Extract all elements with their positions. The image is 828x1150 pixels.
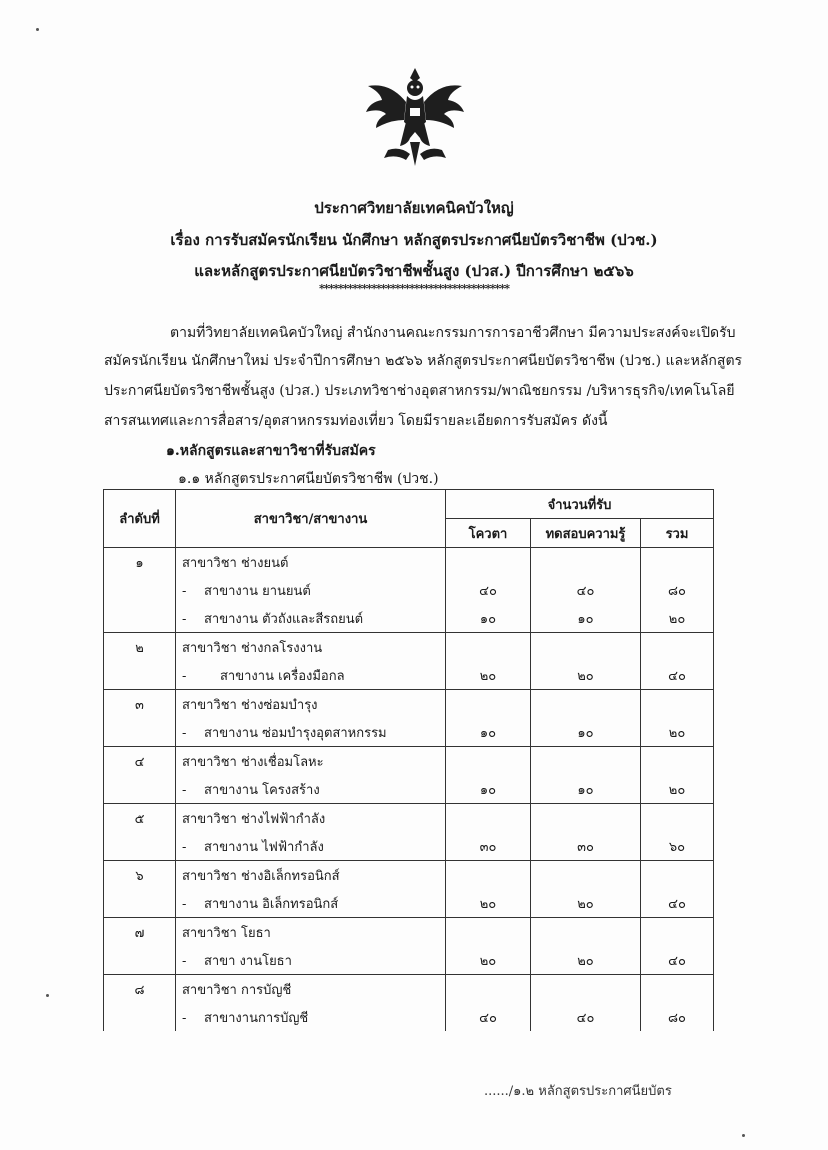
row-number: ๒ (104, 633, 176, 662)
sub-major-name: สาขางาน อิเล็กทรอนิกส์ (204, 896, 339, 912)
exam-value: ๔๐ (531, 576, 641, 604)
header-exam: ทดสอบความรู้ (531, 519, 641, 548)
body-paragraph-line-4: สารสนเทศและการสื่อสาร/อุตสาหกรรมท่องเที่ยว โดยมีรายละเอียดการรับสมัคร ดังนี้ (104, 413, 608, 429)
sub-major-name: สาขางาน โครงสร้าง (204, 782, 320, 798)
total-value: ๔๐ (641, 661, 714, 690)
quota-value: ๑๐ (446, 718, 531, 747)
major-name: สาขาวิชา ช่างอิเล็กทรอนิกส์ (176, 861, 446, 890)
exam-value: ๓๐ (531, 832, 641, 861)
body-paragraph-line-2: สมัครนักเรียน นักศึกษาใหม่ ประจำปีการศึกษา ๒๕๖๖ หลักสูตรประกาศนียบัตรวิชาชีพ (ปวช.) และหลักสูตร (104, 353, 743, 369)
bullet-dash: - (182, 611, 187, 627)
quota-value: ๑๐ (446, 775, 531, 804)
sub-major-name: สาขางาน ซ่อมบำรุงอุตสาหกรรม (204, 725, 387, 741)
exam-value: ๒๐ (531, 661, 641, 690)
bullet-dash: - (182, 896, 187, 912)
total-value: ๔๐ (641, 889, 714, 918)
table-row (104, 690, 714, 719)
sub-major-name: สาขางานการบัญชี (204, 1010, 309, 1026)
row-number: ๘ (104, 975, 176, 1004)
scan-speck (46, 994, 49, 997)
bullet-dash: - (182, 953, 187, 969)
bullet-dash: - (182, 583, 187, 599)
header-major: สาขาวิชา/สาขางาน (176, 490, 446, 548)
header-quota: โควตา (446, 519, 531, 548)
table-row (104, 946, 714, 975)
exam-value: ๑๐ (531, 775, 641, 804)
bullet-dash: - (182, 725, 187, 741)
table-row (104, 804, 714, 833)
table-row (104, 1003, 714, 1031)
body-paragraph-line-3: ประกาศนียบัตรวิชาชีพชั้นสูง (ปวส.) ประเภทวิชาช่างอุตสาหกรรม/พาณิชยกรรม /บริหารธุรกิจ/เทคโนโลยี (104, 383, 735, 399)
quota-value: ๑๐ (446, 604, 531, 633)
quota-value: ๔๐ (446, 576, 531, 604)
total-value: ๒๐ (641, 775, 714, 804)
bullet-dash: - (182, 839, 187, 855)
total-value: ๔๐ (641, 946, 714, 975)
row-number: ๖ (104, 861, 176, 890)
table-row (104, 747, 714, 776)
subsection-heading: ๑.๑ หลักสูตรประกาศนียบัตรวิชาชีพ (ปวช.) (178, 471, 439, 487)
major-name: สาขาวิชา โยธา (176, 918, 446, 947)
announcement-subject-cont: และหลักสูตรประกาศนียบัตรวิชาชีพชั้นสูง (ปวส.) ปีการศึกษา ๒๕๖๖ (194, 262, 634, 280)
major-name: สาขาวิชา ช่างยนต์ (176, 548, 446, 577)
table-row (104, 832, 714, 861)
sub-major-name: สาขางาน ไฟฟ้ากำลัง (204, 839, 324, 855)
total-value: ๘๐ (641, 1003, 714, 1031)
exam-value: ๔๐ (531, 1003, 641, 1031)
total-value: ๘๐ (641, 576, 714, 604)
table-row (104, 775, 714, 804)
exam-value: ๑๐ (531, 718, 641, 747)
table-row (104, 918, 714, 947)
table-row (104, 718, 714, 747)
row-number: ๗ (104, 918, 176, 947)
row-number: ๓ (104, 690, 176, 719)
quota-value: ๓๐ (446, 832, 531, 861)
table-row (104, 548, 714, 577)
exam-value: ๒๐ (531, 946, 641, 975)
quota-value: ๒๐ (446, 946, 531, 975)
scan-speck (742, 1134, 745, 1137)
bullet-dash: - (182, 782, 187, 798)
major-name: สาขาวิชา ช่างเชื่อมโลหะ (176, 747, 446, 776)
total-value: ๖๐ (641, 832, 714, 861)
separator-stars: **************************************** (318, 282, 510, 295)
total-value: ๒๐ (641, 718, 714, 747)
quota-value: ๔๐ (446, 1003, 531, 1031)
table-row (104, 661, 714, 690)
row-number: ๔ (104, 747, 176, 776)
exam-value: ๑๐ (531, 604, 641, 633)
major-name: สาขาวิชา ช่างไฟฟ้ากำลัง (176, 804, 446, 833)
table-row (104, 604, 714, 633)
table-row (104, 576, 714, 604)
quota-value: ๒๐ (446, 889, 531, 918)
header-total: รวม (641, 519, 714, 548)
total-value: ๒๐ (641, 604, 714, 633)
row-number: ๑ (104, 548, 176, 577)
major-name: สาขาวิชา ช่างซ่อมบำรุง (176, 690, 446, 719)
major-name: สาขาวิชา การบัญชี (176, 975, 446, 1004)
exam-value: ๒๐ (531, 889, 641, 918)
announcement-title: ประกาศวิทยาลัยเทคนิคบัวใหญ่ (314, 199, 514, 217)
row-number: ๕ (104, 804, 176, 833)
sub-major-name: สาขา งานโยธา (204, 953, 292, 969)
sub-major-name: สาขางาน ยานยนต์ (204, 583, 311, 599)
header-capacity: จำนวนที่รับ (446, 490, 714, 519)
sub-major-name: สาขางาน เครื่องมือกล (220, 668, 345, 684)
table-row (104, 975, 714, 1004)
continuation-footer: ....../๑.๒ หลักสูตรประกาศนียบัตร (484, 1084, 672, 1099)
announcement-subject: เรื่อง การรับสมัครนักเรียน นักศึกษา หลักสูตรประกาศนียบัตรวิชาชีพ (ปวช.) (170, 231, 658, 249)
body-paragraph-line-1: ตามที่วิทยาลัยเทคนิคบัวใหญ่ สำนักงานคณะกรรมการการอาชีวศึกษา มีความประสงค์จะเปิดรับ (170, 325, 736, 341)
table-row (104, 861, 714, 890)
quota-value: ๒๐ (446, 661, 531, 690)
table-row (104, 633, 714, 662)
admissions-table (103, 489, 714, 1031)
bullet-dash: - (182, 668, 187, 684)
section-heading: ๑.หลักสูตรและสาขาวิชาที่รับสมัคร (166, 443, 376, 459)
major-name: สาขาวิชา ช่างกลโรงงาน (176, 633, 446, 662)
bullet-dash: - (182, 1010, 187, 1026)
garuda-emblem-icon (360, 62, 470, 172)
header-order: ลำดับที่ (104, 490, 176, 548)
table-row (104, 889, 714, 918)
sub-major-name: สาขางาน ตัวถังและสีรถยนต์ (204, 611, 364, 627)
scan-speck (36, 28, 39, 31)
